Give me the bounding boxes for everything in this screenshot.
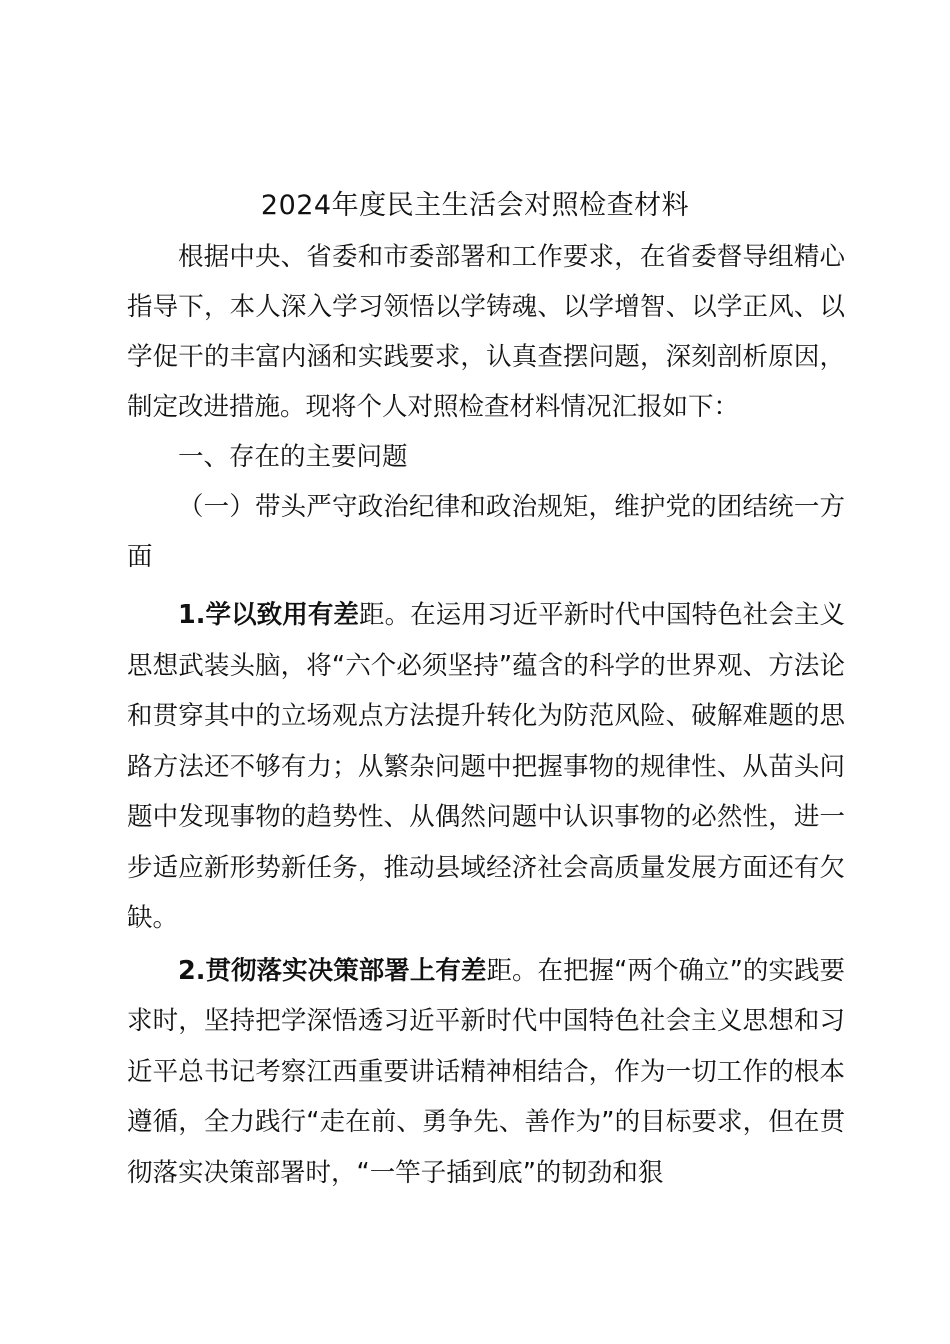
document-title: 2024年度民主生活会对照检查材料 xyxy=(260,190,690,221)
item-lead: 2.贯彻落实决策部署上有差 xyxy=(178,955,487,986)
subsection-heading: （一）带头严守政治纪律和政治规矩，维护党的团结统一方面 xyxy=(127,492,845,572)
item-lead: 1.学以致用有差 xyxy=(178,600,360,630)
list-item xyxy=(127,946,845,1199)
item-text: 距。在运用习近平新时代中国特色社会主义思想武装头脑，将“六个必须坚持”蕴含的科学的世界观、方法论和贯穿其中的立场观点方法提升转化为防范风险、破解难题的思路方法还不够有力；从繁杂问题中把握事物的规律性、从苗头问题中发现事物的趋势性、从偶然问题中认识事物的必然性，进一步适应新形势新任务，推动县域经济社会高质量发展方面还有欠缺。 xyxy=(127,600,845,933)
item-text: 距。在把握“两个确立”的实践要求时，坚持把学深悟透习近平新时代中国特色社会主义思想和习近平总书记考察江西重要讲话精神相结合，作为一切工作的根本遵循，全力践行“走在前、勇争先、善作为”的目标要求，但在贯彻落实决策部署时，“一竿子插到底”的韧劲和狠 xyxy=(127,955,845,1188)
intro-paragraph: 根据中央、省委和市委部署和工作要求，在省委督导组精心指导下，本人深入学习领悟以学铸魂、以学增智、以学正风、以学促干的丰富内涵和实践要求，认真查摆问题，深刻剖析原因，制定改进措施。现将个人对照检查材料情况汇报如下： xyxy=(127,242,845,422)
section-heading: 一、存在的主要问题 xyxy=(178,442,408,472)
document-body xyxy=(127,232,845,1198)
list-item xyxy=(127,590,845,944)
